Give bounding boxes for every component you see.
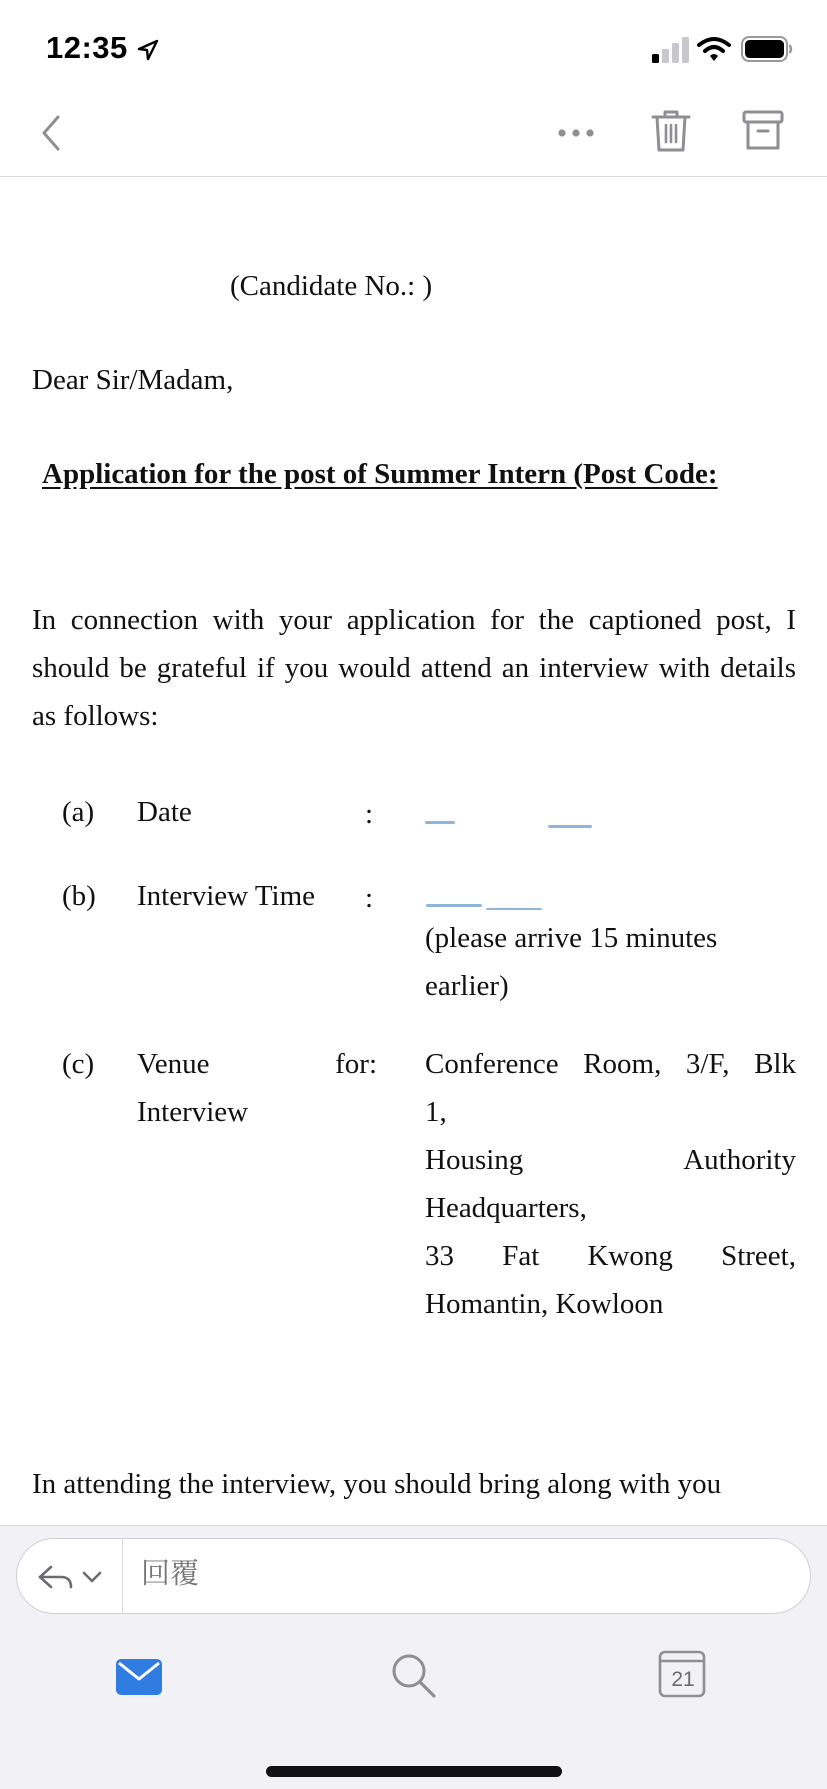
calendar-tab[interactable] xyxy=(658,1646,718,1706)
more-options-icon[interactable] xyxy=(554,118,598,148)
archive-icon[interactable] xyxy=(740,108,786,154)
intro-paragraph: In connection with your application for the captioned post, I should be grateful if you would attend an interview with details as follows: xyxy=(32,604,796,732)
email-subject-heading: Application for the post of Summer Intern (Post Code: xyxy=(42,458,718,490)
search-tab-icon[interactable] xyxy=(384,1646,444,1706)
item-c-label-for: for: xyxy=(335,1048,377,1080)
cellular-signal-icon xyxy=(652,37,692,63)
item-b-note: (please arrive 15 minutes earlier) xyxy=(425,922,718,1002)
candidate-number-line: (Candidate No.: ) xyxy=(230,270,433,302)
delete-trash-icon[interactable] xyxy=(648,106,694,156)
redacted-date-mark xyxy=(548,825,592,828)
item-a-colon: : xyxy=(365,798,374,830)
venue-word: Blk xyxy=(754,1048,796,1080)
chevron-down-icon xyxy=(81,1567,103,1587)
reply-arrow-icon xyxy=(35,1557,75,1597)
venue-line-4: Headquarters, xyxy=(425,1192,587,1224)
item-a-letter: (a) xyxy=(62,796,95,828)
venue-line-1 xyxy=(425,1040,796,1088)
reply-area xyxy=(0,1525,827,1789)
item-b-letter: (b) xyxy=(62,880,96,912)
venue-address xyxy=(425,1040,796,1328)
closing-paragraph: In attending the interview, you should bring along with you xyxy=(32,1468,722,1500)
item-b-colon: : xyxy=(365,882,374,914)
item-a-label: Date xyxy=(137,796,192,828)
venue-word: Conference xyxy=(425,1048,559,1080)
item-b-label: Interview Time xyxy=(137,880,316,912)
venue-word: 3/F, xyxy=(685,1048,730,1080)
status-bar xyxy=(0,0,827,100)
email-body xyxy=(0,178,827,1525)
redacted-time-mark xyxy=(426,904,482,907)
back-chevron-icon[interactable] xyxy=(32,108,72,158)
venue-word: 33 xyxy=(425,1240,454,1272)
reply-input[interactable] xyxy=(141,1556,508,1590)
message-toolbar xyxy=(0,100,827,177)
venue-word: Kwong xyxy=(587,1240,673,1272)
reply-options-button[interactable] xyxy=(17,1539,123,1613)
wifi-icon xyxy=(697,36,731,62)
item-c-label-venue: Venue xyxy=(137,1048,210,1080)
location-arrow-icon xyxy=(136,38,160,62)
venue-word: Authority xyxy=(683,1144,796,1176)
venue-line-5 xyxy=(425,1232,796,1280)
item-c-letter: (c) xyxy=(62,1048,95,1080)
venue-line-2: 1, xyxy=(425,1096,447,1128)
item-c-label-interview: Interview xyxy=(137,1096,249,1128)
battery-icon xyxy=(741,36,793,62)
venue-word: Housing xyxy=(425,1144,524,1176)
redacted-time-mark xyxy=(486,908,542,910)
redacted-date-mark xyxy=(425,821,455,824)
status-time: 12:35 xyxy=(46,30,128,65)
venue-line-6: Homantin, Kowloon xyxy=(425,1288,664,1320)
calendar-day-number: 21 xyxy=(671,1668,695,1691)
venue-word: Street, xyxy=(721,1240,796,1272)
bottom-tab-bar xyxy=(0,1636,827,1726)
venue-word: Fat xyxy=(502,1240,540,1272)
home-indicator xyxy=(266,1766,562,1777)
mail-tab-icon[interactable] xyxy=(110,1646,170,1706)
venue-word: Room, xyxy=(583,1048,662,1080)
item-c-label xyxy=(137,1040,377,1136)
venue-line-3 xyxy=(425,1136,796,1184)
greeting: Dear Sir/Madam, xyxy=(32,364,234,396)
reply-box[interactable] xyxy=(16,1538,811,1614)
